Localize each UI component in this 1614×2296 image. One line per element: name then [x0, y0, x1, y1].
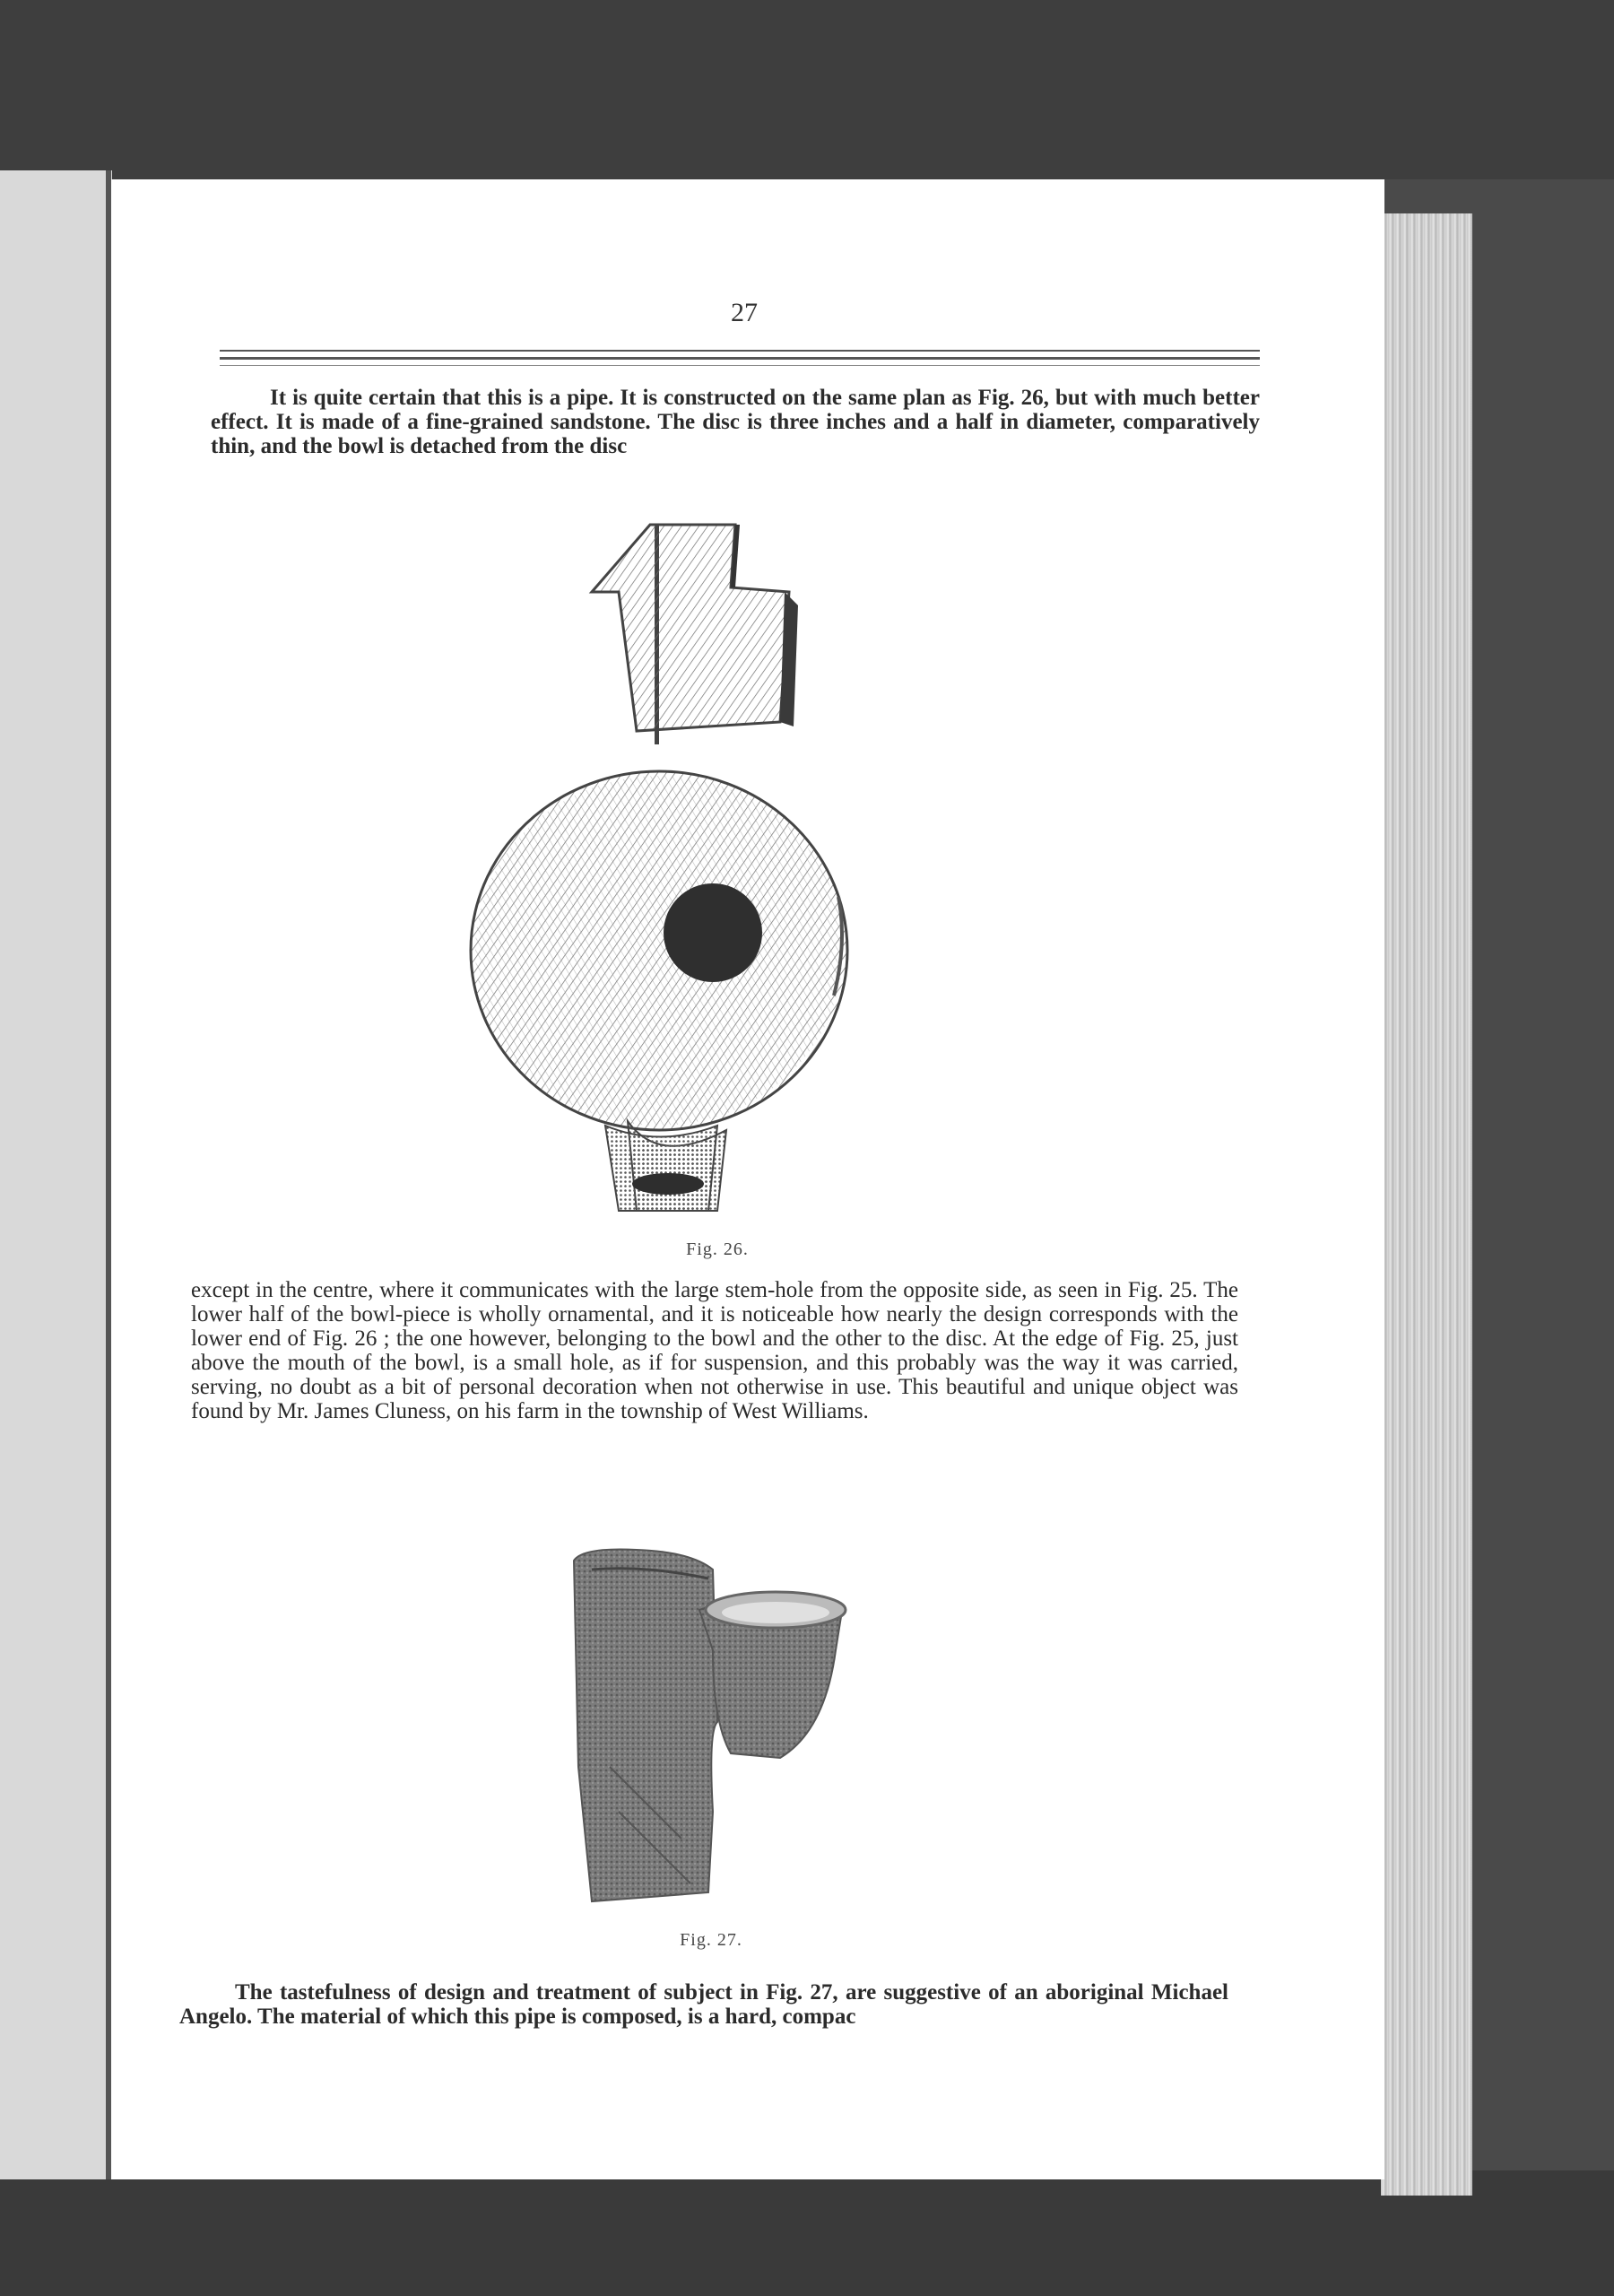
figure-26-caption: Fig. 26. [686, 1239, 749, 1259]
book-page-edges [1381, 213, 1472, 2196]
paragraph-tastefulness: The tastefulness of design and treatment of subject in Fig. 27, are suggestive of an aboriginal Michael Angelo. The material of which this pipe is composed, is a hard, compac [179, 1980, 1228, 2029]
paragraph-description: except in the centre, where it communicates with the large stem-hole from the opposite side, as seen in Fig. 25. The lower half of the bowl-piece is wholly ornamental, and it is noticeable how nearly the design corresponds with the lower end of Fig. 26 ; the one however, belonging to the bowl and the other to the disc. At the edge of Fig. 25, just above the mouth of the bowl, is a small hole, as if for suspension, and this probably was the way it was carried, serving, no doubt as a bit of personal decoration when not otherwise in use. This beautiful and unique object was found by Mr. James Cluness, on his farm in the township of West Williams. [191, 1278, 1238, 1423]
header-rule [220, 350, 1260, 352]
scan-background-bottom [0, 2170, 1614, 2296]
facing-page [0, 170, 112, 2179]
figure-27-caption: Fig. 27. [680, 1930, 742, 1950]
scan-background-top [0, 0, 1614, 179]
header-rule-thin [220, 365, 1260, 366]
page-number: 27 [731, 298, 758, 327]
header-rule-thick [220, 357, 1260, 360]
paragraph-intro: It is quite certain that this is a pipe. It is constructed on the same plan as Fig. 26, but with much better effect. It is made of a fine-grained sandstone. The disc is three inches and a half in diameter, comparatively thin, and the bowl is detached from the disc [211, 386, 1260, 458]
figure-27-pipe-photo [556, 1543, 861, 1910]
figure-26-pipe-illustration [466, 520, 852, 1220]
